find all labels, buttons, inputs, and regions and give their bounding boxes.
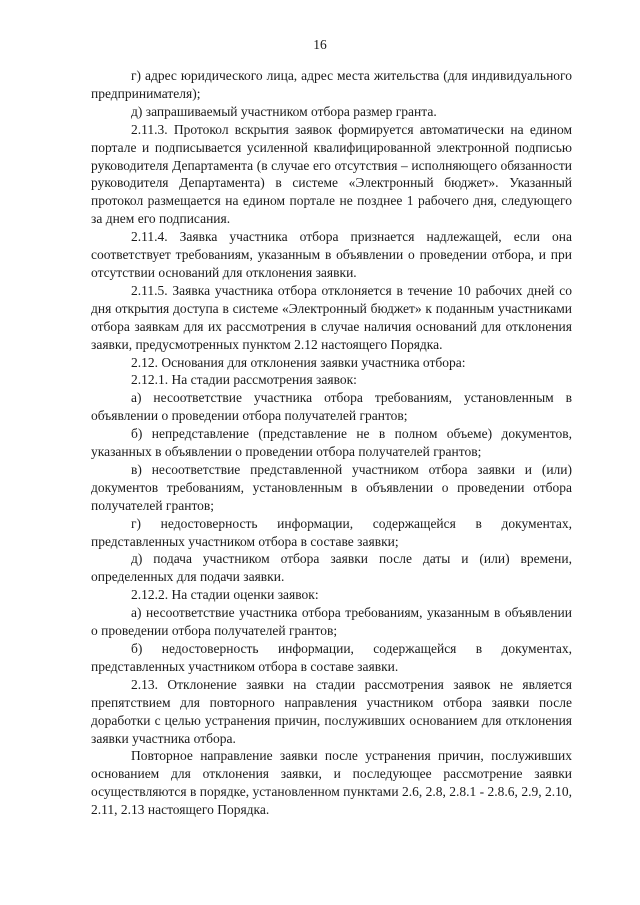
paragraph-2-11-3: 2.11.3. Протокол вскрытия заявок формируется автоматически на едином портале и подписывается усиленной квалифицированной электронной подписью руководителя Департамента (в случае его отсутствия – исполняющего обязанности руководителя Департамента) в системе «Электронный бюджет». Указанный протокол размещается на едином портале не позднее 1 рабочего дня, следующего за днем его подписания. xyxy=(91,121,572,227)
paragraph-2-11-4: 2.11.4. Заявка участника отбора признается надлежащей, если она соответствует требованиям, указанным в объявлении о проведении отбора, и при отсутствии оснований для отклонения заявки. xyxy=(91,229,572,280)
paragraph-2-12-2-b: б) недостоверность информации, содержащейся в документах, представленных участником отбора в составе заявки. xyxy=(91,641,572,674)
paragraph-2-12-1-v: в) несоответствие представленной участником отбора заявки и (или) документов требованиям, установленным в объявлении о проведении отбора получателей грантов; xyxy=(91,461,572,513)
paragraph-2-12-2: 2.12.2. На стадии оценки заявок: xyxy=(131,587,319,603)
paragraph-2-12-1-a: а) несоответствие участника отбора требованиям, установленным в объявлении о проведении отбора получателей грантов; xyxy=(91,390,572,424)
paragraph-2-12: 2.12. Основания для отклонения заявки участника отбора: xyxy=(131,354,466,370)
paragraph-2-12-1: 2.12.1. На стадии рассмотрения заявок: xyxy=(131,372,357,388)
paragraph-2-11-2-g: г) адрес юридического лица, адрес места жительства (для индивидуального предпринимателя); xyxy=(91,68,572,101)
paragraph-2-11-2-d: д) запрашиваемый участником отбора размер гранта. xyxy=(131,103,437,119)
document-body xyxy=(91,67,572,819)
paragraph-2-12-1-g: г) недостоверность информации, содержащейся в документах, представленных участником отбора в составе заявки; xyxy=(91,515,572,549)
paragraph-2-12-1-b: б) непредставление (представление не в полном объеме) документов, указанных в объявлении о проведении отбора получателей грантов; xyxy=(91,426,572,460)
paragraph-repeat-submission: Повторное направление заявки после устранения причин, послуживших основанием для отклонения заявки, и последующее рассмотрение заявки осуществляются в порядке, установленном пунктами 2.6, 2.8, 2.8.1 - 2.8.6, 2.9, 2.10, 2.11, 2.13 настоящего Порядка. xyxy=(91,748,572,818)
page-number: 16 xyxy=(313,37,327,52)
paragraph-2-13: 2.13. Отклонение заявки на стадии рассмотрения заявок не является препятствием для повторного направления участником отбора заявки после доработки с целью устранения причин, послуживших основанием для отклонения заявки участника отбора. xyxy=(91,676,572,746)
paragraph-2-12-1-d: д) подача участником отбора заявки после даты и (или) времени, определенных для подачи заявки. xyxy=(91,551,572,585)
paragraph-2-12-2-a: а) несоответствие участника отбора требованиям, указанным в объявлении о проведении отбора получателей грантов; xyxy=(91,605,572,639)
paragraph-2-11-5: 2.11.5. Заявка участника отбора отклоняется в течение 10 рабочих дней со дня открытия доступа в системе «Электронный бюджет» к поданным участниками отбора заявкам для их рассмотрения в случае наличия оснований для отклонения заявки, предусмотренных пунктом 2.12 настоящего Порядка. xyxy=(91,282,572,352)
